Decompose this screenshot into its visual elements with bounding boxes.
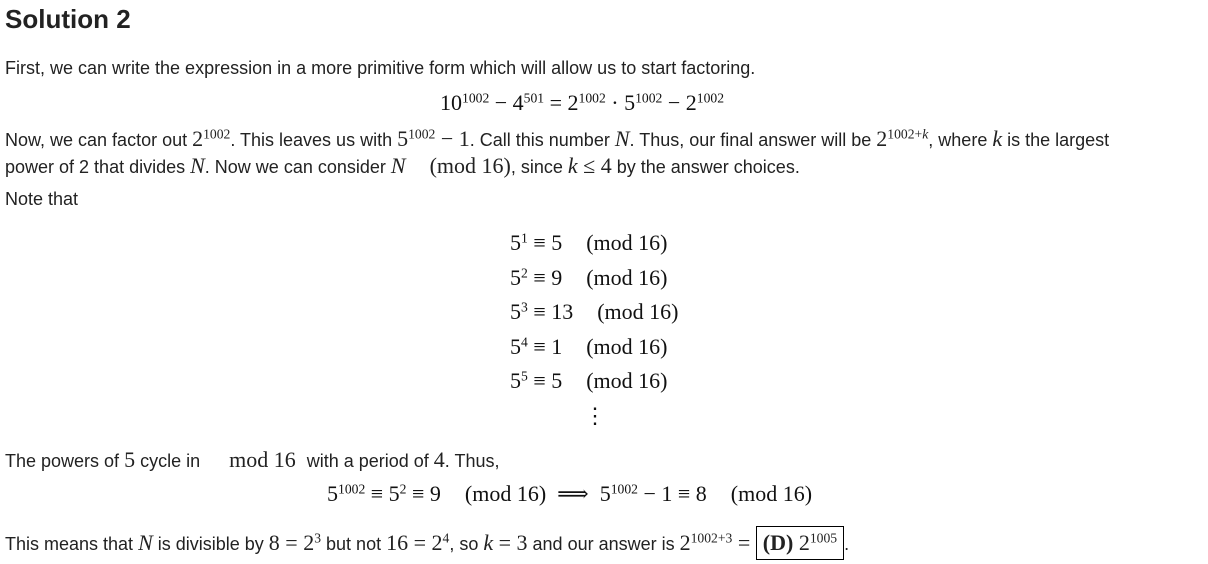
result-equation: $5^{1002} \equiv 5^2 \equiv 9$ (mod 16) ⟹ $5^{1002} - 1 \equiv 8$ (mod 16) [327, 481, 813, 506]
conclusion-paragraph: This means that N is divisible by $8 = 2^3$ but not $16 = 2^4$, so k = 3 and our answer is $2^{1002+3} = (D)$ $2^{1005}$ . [5, 526, 849, 560]
answer-box: (D) $2^{1005}$ [756, 526, 844, 560]
equation-expression: $10^{1002} - 4^{501} = 2^{1002} \cdot 5^{1002} - 2^{1002}$ [440, 90, 725, 115]
cycle-paragraph: The powers of 5 cycle in mod 16 with a period of 4. Thus, [5, 447, 500, 472]
factor-paragraph-line1: Now, we can factor out $2^{1002}$. This leaves us with $5^{1002} - 1$. Call this number N. Thus, our final answer will be $2^{1002+k}$, where k is the largest [5, 126, 1110, 151]
intro-paragraph: First, we can write the expression in a more primitive form which will allow us to start factoring. [5, 58, 756, 78]
congruence-row: $5^1 \equiv 5$ (mod 16) [510, 230, 668, 255]
vertical-dots: ⋮ [584, 403, 606, 428]
factor-paragraph-line2: power of 2 that divides N. Now we can consider N (mod 16), since k ≤ 4 by the answer choices. [5, 153, 800, 178]
congruence-row: $5^3 \equiv 13$ (mod 16) [510, 299, 679, 324]
congruence-row: $5^2 \equiv 9$ (mod 16) [510, 264, 668, 290]
congruence-row: $5^4 \equiv 1$ (mod 16) [510, 333, 668, 359]
congruence-row: $5^5 \equiv 5$ (mod 16) [510, 368, 668, 393]
congruence-table [510, 226, 679, 399]
solution-heading: Solution 2 [5, 4, 131, 34]
note-that: Note that [5, 189, 79, 209]
